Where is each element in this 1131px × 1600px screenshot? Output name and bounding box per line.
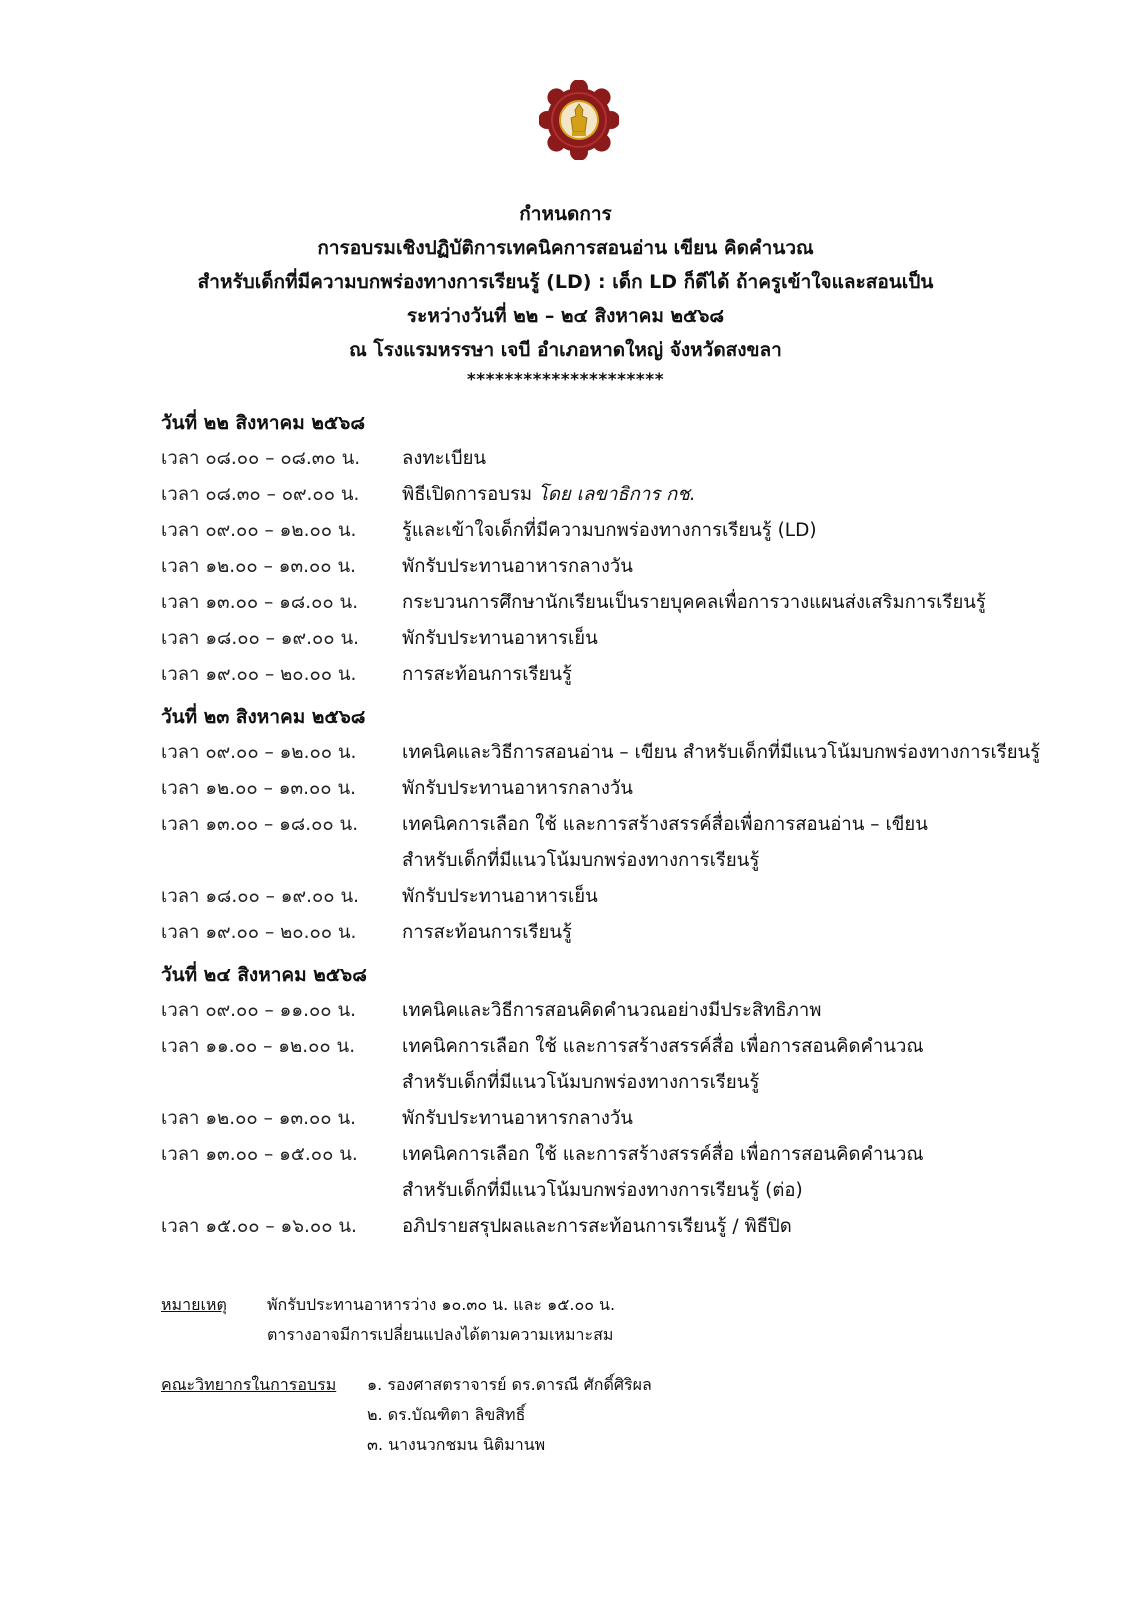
schedule-row bbox=[161, 657, 1101, 693]
schedule-row bbox=[161, 993, 1101, 1029]
schedule-row bbox=[161, 1137, 1101, 1209]
time-slot: เวลา ๑๕.๐๐ – ๑๖.๐๐ น. bbox=[161, 1216, 357, 1237]
time-slot: เวลา ๑๙.๐๐ – ๒๐.๐๐ น. bbox=[161, 664, 357, 685]
schedule-row bbox=[161, 513, 1101, 549]
activity: พักรับประทานอาหารเย็น bbox=[402, 886, 598, 907]
schedule bbox=[161, 405, 1101, 1245]
time-slot: เวลา ๐๙.๐๐ – ๑๒.๐๐ น. bbox=[161, 742, 357, 763]
activity-text: พิธีเปิดการอบรม bbox=[402, 484, 538, 505]
time-slot: เวลา ๑๒.๐๐ – ๑๓.๐๐ น. bbox=[161, 556, 356, 577]
document-title: กำหนดการ bbox=[519, 203, 612, 225]
schedule-row bbox=[161, 1209, 1101, 1245]
activity: อภิปรายสรุปผลและการสะท้อนการเรียนรู้ / พิธีปิด bbox=[402, 1216, 792, 1237]
activity: เทคนิคการเลือก ใช้ และการสร้างสรรค์สื่อ เพื่อการสอนคิดคำนวณ bbox=[402, 1144, 924, 1165]
schedule-row bbox=[161, 441, 1101, 477]
organization-seal-logo bbox=[539, 80, 619, 160]
time-slot: เวลา ๑๒.๐๐ – ๑๓.๐๐ น. bbox=[161, 778, 356, 799]
training-venue: ณ โรงแรมหรรษา เจบี อำเภอหาดใหญ่ จังหวัดสงขลา bbox=[349, 339, 782, 361]
activity: กระบวนการศึกษานักเรียนเป็นรายบุคคลเพื่อการวางแผนส่งเสริมการเรียนรู้ bbox=[402, 592, 986, 613]
note-line: พักรับประทานอาหารว่าง ๑๐.๓๐ น. และ ๑๕.๐๐ น. bbox=[267, 1295, 616, 1314]
time-slot: เวลา ๐๙.๐๐ – ๑๒.๐๐ น. bbox=[161, 520, 357, 541]
activity: ลงทะเบียน bbox=[402, 448, 487, 469]
speakers-section bbox=[161, 1370, 652, 1460]
notes-label-spacer bbox=[161, 1320, 267, 1350]
speaker-item: ๓. นางนวกชมน นิติมานพ bbox=[367, 1435, 546, 1454]
activity: รู้และเข้าใจเด็กที่มีความบกพร่องทางการเรียนรู้ (LD) bbox=[402, 520, 817, 541]
schedule-row bbox=[161, 735, 1101, 771]
training-dates: ระหว่างวันที่ ๒๒ – ๒๔ สิงหาคม ๒๕๖๘ bbox=[406, 305, 725, 327]
activity: พักรับประทานอาหารกลางวัน bbox=[402, 556, 633, 577]
activity-presider: โดย เลขาธิการ กช. bbox=[537, 484, 696, 505]
schedule-row bbox=[161, 771, 1101, 807]
schedule-row bbox=[161, 549, 1101, 585]
time-slot: เวลา ๑๓.๐๐ – ๑๘.๐๐ น. bbox=[161, 814, 359, 835]
schedule-row bbox=[161, 879, 1101, 915]
training-subtitle: สำหรับเด็กที่มีความบกพร่องทางการเรียนรู้ (LD) : เด็ก LD ก็ดีได้ ถ้าครูเข้าใจและสอนเป็น bbox=[197, 271, 934, 293]
time-slot: เวลา ๐๘.๐๐ – ๐๘.๓๐ น. bbox=[161, 448, 361, 469]
schedule-row bbox=[161, 621, 1101, 657]
training-title: การอบรมเชิงปฏิบัติการเทคนิคการสอนอ่าน เขียน คิดคำนวณ bbox=[317, 237, 814, 259]
time-slot: เวลา ๐๘.๓๐ – ๐๙.๐๐ น. bbox=[161, 484, 360, 505]
schedule-row bbox=[161, 807, 1101, 879]
time-slot: เวลา ๑๑.๐๐ – ๑๒.๐๐ น. bbox=[161, 1036, 356, 1057]
schedule-row bbox=[161, 585, 1101, 621]
day-heading: วันที่ ๒๒ สิงหาคม ๒๕๖๘ bbox=[161, 412, 365, 434]
document-header bbox=[0, 197, 1131, 393]
activity: เทคนิคและวิธีการสอนคิดคำนวณอย่างมีประสิทธิภาพ bbox=[402, 1000, 822, 1021]
note-line: ตารางอาจมีการเปลี่ยนแปลงได้ตามความเหมาะสม bbox=[267, 1325, 614, 1344]
time-slot: เวลา ๑๙.๐๐ – ๒๐.๐๐ น. bbox=[161, 922, 357, 943]
schedule-row bbox=[161, 477, 1101, 513]
time-slot: เวลา ๑๓.๐๐ – ๑๘.๐๐ น. bbox=[161, 592, 359, 613]
time-slot: เวลา ๑๒.๐๐ – ๑๓.๐๐ น. bbox=[161, 1108, 356, 1129]
activity-continued: สำหรับเด็กที่มีแนวโน้มบกพร่องทางการเรียนรู้ bbox=[402, 1072, 760, 1093]
schedule-row bbox=[161, 915, 1101, 951]
day-heading: วันที่ ๒๔ สิงหาคม ๒๕๖๘ bbox=[161, 964, 367, 986]
activity: การสะท้อนการเรียนรู้ bbox=[402, 922, 572, 943]
time-slot: เวลา ๑๘.๐๐ – ๑๙.๐๐ น. bbox=[161, 886, 359, 907]
activity: การสะท้อนการเรียนรู้ bbox=[402, 664, 572, 685]
activity: พักรับประทานอาหารกลางวัน bbox=[402, 1108, 633, 1129]
activity-continued: สำหรับเด็กที่มีแนวโน้มบกพร่องทางการเรียนรู้ bbox=[402, 850, 760, 871]
activity: เทคนิคการเลือก ใช้ และการสร้างสรรค์สื่อเพื่อการสอนอ่าน – เขียน bbox=[402, 814, 928, 835]
schedule-row bbox=[161, 1029, 1101, 1101]
activity: พักรับประทานอาหารกลางวัน bbox=[402, 778, 633, 799]
speaker-item: ๑. รองศาสตราจารย์ ดร.ดารณี ศักดิ์ศิริผล bbox=[367, 1375, 652, 1394]
time-slot: เวลา ๑๘.๐๐ – ๑๙.๐๐ น. bbox=[161, 628, 359, 649]
activity-continued: สำหรับเด็กที่มีแนวโน้มบกพร่องทางการเรียนรู้ (ต่อ) bbox=[402, 1180, 803, 1201]
speakers-label-spacer bbox=[161, 1400, 367, 1430]
speaker-item: ๒. ดร.บัณฑิตา ลิขสิทธิ์ bbox=[367, 1405, 526, 1424]
time-slot: เวลา ๐๙.๐๐ – ๑๑.๐๐ น. bbox=[161, 1000, 356, 1021]
day-heading: วันที่ ๒๓ สิงหาคม ๒๕๖๘ bbox=[161, 706, 366, 728]
header-separator: ********************* bbox=[466, 370, 665, 390]
activity bbox=[402, 477, 1101, 513]
speakers-label-spacer bbox=[161, 1430, 367, 1460]
speakers-label: คณะวิทยากรในการอบรม bbox=[161, 1375, 337, 1394]
activity: เทคนิคการเลือก ใช้ และการสร้างสรรค์สื่อ เพื่อการสอนคิดคำนวณ bbox=[402, 1036, 924, 1057]
time-slot: เวลา ๑๓.๐๐ – ๑๕.๐๐ น. bbox=[161, 1144, 358, 1165]
notes-section bbox=[161, 1290, 615, 1350]
schedule-row bbox=[161, 1101, 1101, 1137]
notes-label: หมายเหตุ bbox=[161, 1295, 227, 1314]
activity: พักรับประทานอาหารเย็น bbox=[402, 628, 598, 649]
activity: เทคนิคและวิธีการสอนอ่าน – เขียน สำหรับเด็กที่มีแนวโน้มบกพร่องทางการเรียนรู้ bbox=[402, 742, 1041, 763]
